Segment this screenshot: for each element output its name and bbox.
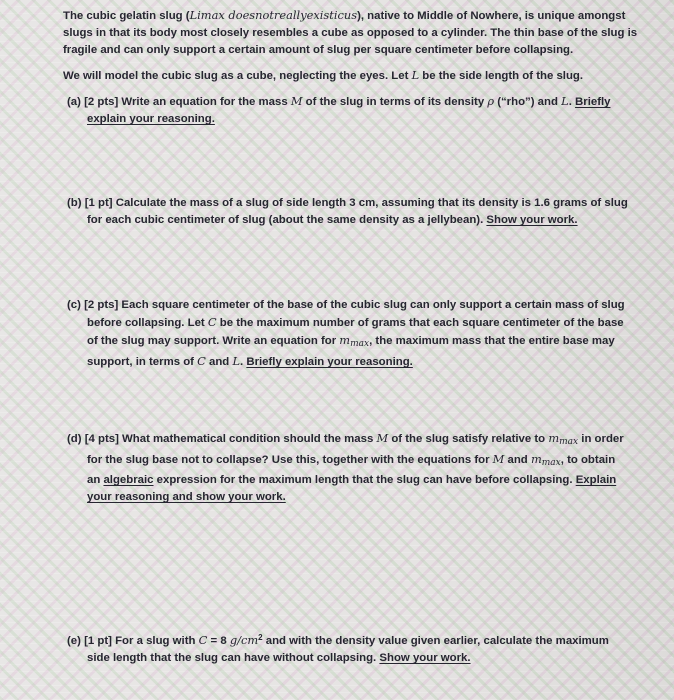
intro-line-1: The cubic gelatin slug (Limax doesnotreallyexisticus), native to Middle of Nowhere, is unique amongst [63, 8, 626, 22]
intro-line-2: slugs in that its body most closely resembles a cube as opposed to a cylinder. The thin base of the slug is [63, 27, 638, 39]
question-a-label: (a) [67, 96, 81, 108]
question-c-label: (c) [67, 299, 81, 311]
question-c: (c) [2 pts] Each square centimeter of the base of the cubic slug can only support a certain mass of slug before collapsing. Let C be the maximum number of grams that each square centimeter of the base of the slug may support. Write an equation for mmax, the maximum mass that the entire base may support, in terms of C and L. Briefly explain your reasoning. [67, 299, 625, 368]
model-statement: We will model the cubic slug as a cube, neglecting the eyes. Let L be the side length of the slug. [63, 68, 584, 82]
var-L: L [411, 68, 420, 82]
question-b: (b) [1 pt] Calculate the mass of a slug of side length 3 cm, assuming that its density is 1.6 grams of slug for each cubic centimeter of slug (about the same density as a jellybean). Show your work. [67, 197, 628, 226]
intro-line-3: fragile and can only support a certain amount of slug per square centimeter before collapsing. [63, 44, 574, 56]
question-e-label: (e) [67, 635, 81, 647]
intro-paragraph [63, 7, 638, 59]
question-a: (a) [2 pts] Write an equation for the mass M of the slug in terms of its density ρ (“rho”) and L. Briefly explain your reasoning. [67, 94, 611, 125]
question-d: (d) [4 pts] What mathematical condition should the mass M of the slug satisfy relative to mmax in order for the slug base not to collapse? Use this, together with the equations for M and mmax, to obtain an algebraic expression for the maximum length that the slug can have before collapsing. Explain your reasoning and show your work. [67, 431, 624, 503]
question-d-label: (d) [67, 433, 82, 445]
question-e: (e) [1 pt] For a slug with C = 8 $g/cm^2$ and with the density value given earlier, calculate the maximum side length that the slug can have without collapsing. Show your work. [67, 633, 609, 664]
question-b-label: (b) [67, 197, 82, 209]
species-name: Limax doesnotreallyexisticus [189, 8, 358, 22]
